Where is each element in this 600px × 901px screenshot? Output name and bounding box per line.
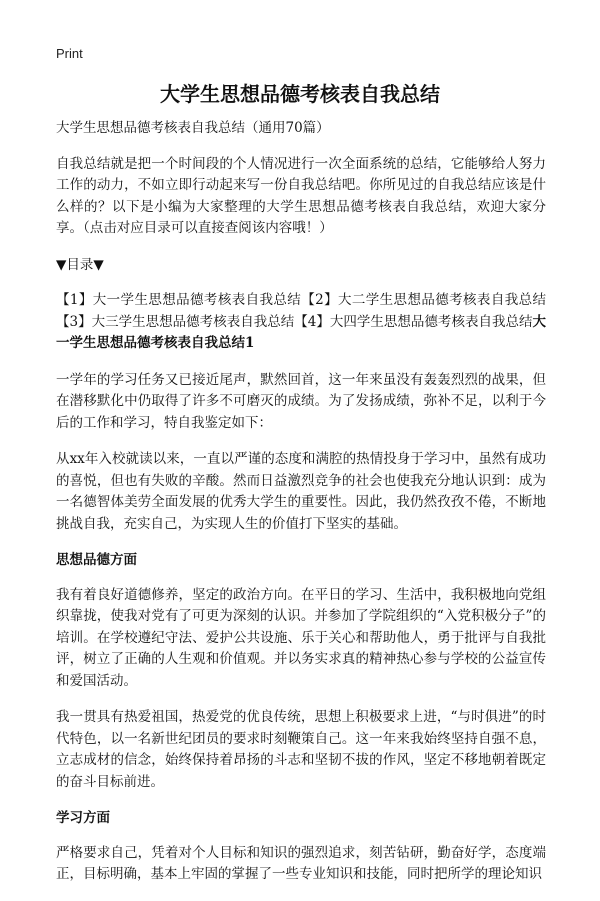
toc-heading: ▼目录▼	[56, 256, 104, 273]
paragraph-5: 严格要求自己，凭着对个人目标和知识的强烈追求，刻苦钻研，勤奋好学，态度端正，目标明确，基本上牢固的掌握了一些专业知识和技能，同时把所学的理论知识	[56, 844, 546, 882]
paragraph-4: 我一贯具有热爱祖国，热爱党的优良传统，思想上积极要求上进，“与时俱进”的时代特色，以一名新世纪团员的要求时刻鞭策自己。这一年来我始终坚持自强不息，立志成材的信念，始终保持着昂扬的斗志和坚韧不拔的作风，坚定不移地朝着既定的奋斗目标前进。	[56, 709, 546, 790]
paragraph-1: 一学年的学习任务又已接近尾声，默然回首，这一年来虽没有轰轰烈烈的战果，但在潜移默化中仍取得了许多不可磨灭的成绩。为了发扬成绩，弥补不足，以利于今后的工作和学习，特自我鉴定如下：	[56, 371, 546, 431]
heading-study: 学习方面	[56, 810, 110, 826]
print-link[interactable]: Print	[56, 46, 83, 61]
paragraph-3: 我有着良好道德修养，坚定的政治方向。在平日的学习、生活中，我积极地向党组织靠拢，使我对党有了可更为深刻的认识。并参加了学院组织的“入党积极分子”的培训。在学校遵纪守法、爱护公共设施、乐于关心和帮助他人，勇于批评与自我批评，树立了正确的人生观和价值观。并以务实求真的精神热心参与学校的公益宣传和爱国活动。	[56, 586, 546, 689]
article-body	[56, 118, 546, 901]
toc-item-2[interactable]: 【2】大二学生思想品德考核表自我总结	[301, 292, 547, 308]
paragraph-2: 从xx年入校就读以来，一直以严谨的态度和满腔的热情投身于学习中，虽然有成功的喜悦，但也有失败的辛酸。然而日益激烈竞争的社会也使我充分地认识到：成为一名德智体美劳全面发展的优秀大学生的重要性。因此，我仍然孜孜不倦，不断地挑战自我，充实自己，为实现人生的价值打下坚实的基础。	[56, 451, 546, 532]
toc-list	[56, 290, 546, 355]
toc-item-1[interactable]: 【1】大一学生思想品德考核表自我总结	[56, 292, 302, 308]
toc-item-3[interactable]: 【3】大三学生思想品德考核表自我总结	[56, 313, 295, 330]
intro-paragraph: 自我总结就是把一个时间段的个人情况进行一次全面系统的总结，它能够给人努力工作的动力，不如立即行动起来写一份自我总结吧。你所见过的自我总结应该是什么样的？以下是小编为大家整理的大学生思想品德考核表自我总结，欢迎大家分享。（点击对应目录可以直接查阅该内容哦！）	[56, 155, 546, 236]
toc-item-4[interactable]: 【4】大四学生思想品德考核表自我总结	[294, 313, 533, 330]
section-title-1: 大一学生思想品德考核表自我总结1	[56, 313, 546, 351]
heading-moral: 思想品德方面	[56, 552, 137, 568]
page-title: 大学生思想品德考核表自我总结	[160, 82, 440, 106]
subtitle: 大学生思想品德考核表自我总结（通用70篇）	[56, 120, 330, 136]
